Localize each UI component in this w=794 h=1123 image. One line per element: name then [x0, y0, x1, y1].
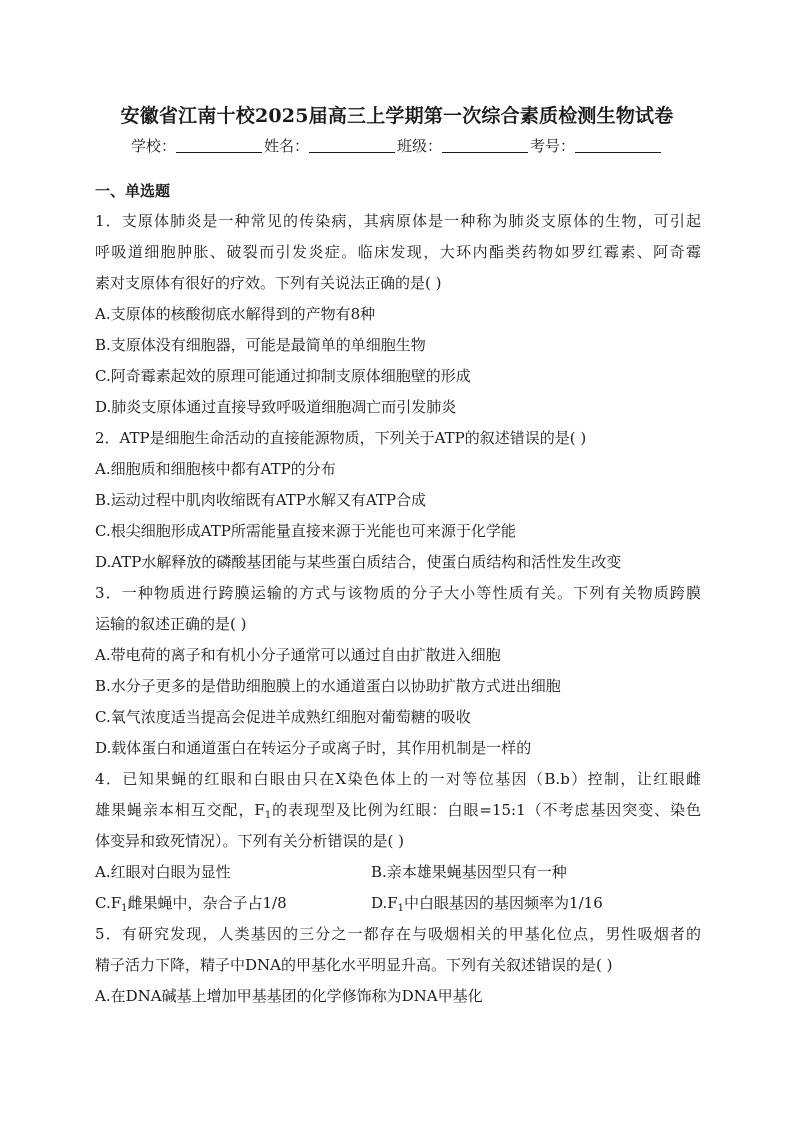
question-2 [95, 423, 701, 578]
option-b: B.水分子更多的是借助细胞膜上的水通道蛋白以协助扩散方式进出细胞 [95, 677, 561, 695]
school-blank [176, 138, 262, 153]
name-blank [309, 138, 395, 153]
class-label: 班级： [397, 137, 443, 155]
school-label: 学校： [130, 137, 176, 155]
option-b: B.支原体没有细胞器，可能是最简单的单细胞生物 [95, 336, 426, 354]
question-stem-line: 5．有研究发现，人类基因的三分之一都存在与吸烟相关的甲基化位点，男性吸烟者的 [95, 925, 701, 943]
option-text: 中白眼基因的基因频率为1/16 [404, 894, 603, 912]
option-a: A.带电荷的离子和有机小分子通常可以通过自由扩散进入细胞 [95, 646, 501, 664]
option-c: C.氧气浓度适当提高会促进羊成熟红细胞对葡萄糖的吸收 [95, 708, 471, 726]
number-blank [575, 138, 661, 153]
exam-content [95, 178, 701, 1012]
option-row [95, 888, 701, 919]
question-stem-line: 呼吸道细胞肿胀、破裂而引发炎症。临床发现，大环内酯类药物如罗红霉素、阿奇霉 [95, 243, 701, 261]
question-stem-line [95, 795, 701, 826]
option-d: D.肺炎支原体通过直接导致呼吸道细胞凋亡而引发肺炎 [95, 398, 457, 416]
student-info-row [0, 135, 794, 156]
option-d: D.载体蛋白和通道蛋白在转运分子或离子时，其作用机制是一样的 [95, 739, 532, 757]
stem-text: 的表现型及比例为红眼：白眼=15:1（不考虑基因突变、染色 [271, 801, 701, 819]
section-title: 一、单选题 [95, 182, 171, 200]
option-text: 雌果蝇中，杂合子占1/8 [127, 894, 287, 912]
option-c: C.根尖细胞形成ATP所需能量直接来源于光能也可来源于化学能 [95, 522, 516, 540]
option-a: A.在DNA碱基上增加甲基基团的化学修饰称为DNA甲基化 [95, 987, 483, 1005]
question-stem-line: 2．ATP是细胞生命活动的直接能源物质，下列关于ATP的叙述错误的是( ) [95, 429, 587, 447]
option-text: D.F [371, 894, 398, 912]
question-5 [95, 919, 701, 1012]
option-c [95, 888, 371, 919]
option-d [371, 888, 603, 919]
stem-text: 雄果蝇亲本相互交配，F [95, 801, 265, 819]
option-c: C.阿奇霉素起效的原理可能通过抑制支原体细胞壁的形成 [95, 367, 471, 385]
option-text: C.F [95, 894, 122, 912]
name-label: 姓名： [263, 137, 309, 155]
option-a: A.红眼对白眼为显性 [95, 863, 231, 881]
option-d: D.ATP水解释放的磷酸基团能与某些蛋白质结合，使蛋白质结构和活性发生改变 [95, 553, 622, 571]
question-stem-line: 1．支原体肺炎是一种常见的传染病，其病原体是一种称为肺炎支原体的生物，可引起 [95, 212, 701, 230]
option-b: B.运动过程中肌肉收缩既有ATP水解又有ATP合成 [95, 491, 427, 509]
question-1 [95, 206, 701, 423]
exam-title: 安徽省江南十校2025届高三上学期第一次综合素质检测生物试卷 [120, 105, 674, 127]
question-stem-line: 3．一种物质进行跨膜运输的方式与该物质的分子大小等性质有关。下列有关物质跨膜 [95, 584, 701, 602]
option-b: B.亲本雄果蝇基因型只有一种 [371, 863, 567, 881]
question-stem-line: 4．已知果蝇的红眼和白眼由只在X染色体上的一对等位基因（B.b）控制，让红眼雌 [95, 770, 701, 788]
subscript: 1 [264, 810, 272, 821]
question-stem-line: 体变异和致死情况）。下列有关分析错误的是( ) [95, 832, 404, 850]
question-3 [95, 578, 701, 764]
question-4 [95, 764, 701, 919]
subscript: 1 [121, 903, 128, 914]
option-a: A.细胞质和细胞核中都有ATP的分布 [95, 460, 336, 478]
class-blank [442, 138, 528, 153]
question-stem-line: 素对支原体有很好的疗效。下列有关说法正确的是( ) [95, 274, 442, 292]
question-stem-line: 运输的叙述正确的是( ) [95, 615, 247, 633]
question-stem-line: 精子活力下降，精子中DNA的甲基化水平明显升高。下列有关叙述错误的是( ) [95, 956, 613, 974]
option-a: A.支原体的核酸彻底水解得到的产物有8种 [95, 305, 376, 323]
number-label: 考号： [530, 137, 576, 155]
subscript: 1 [397, 903, 405, 914]
option-row [95, 857, 701, 888]
